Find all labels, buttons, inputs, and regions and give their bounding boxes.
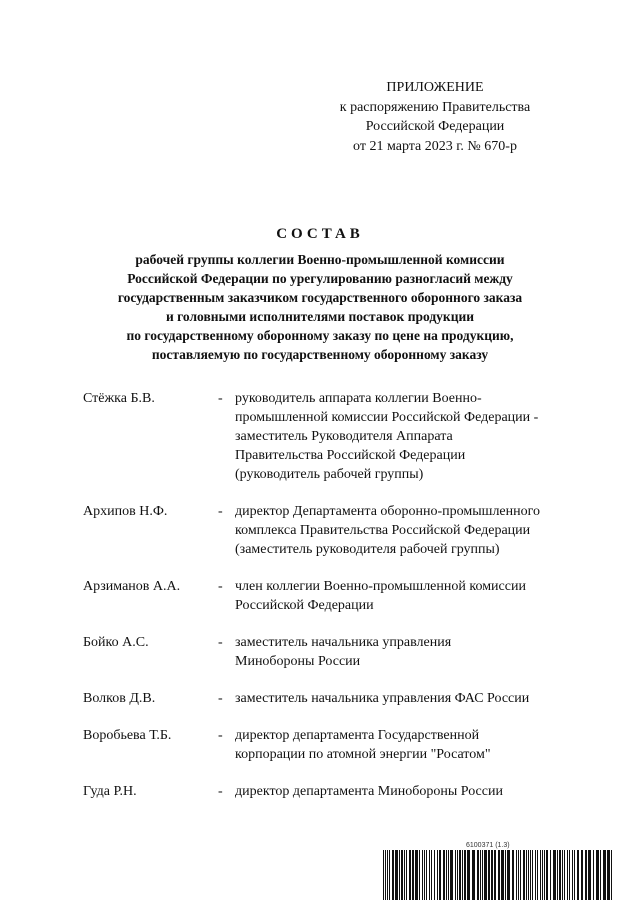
barcode-bar — [567, 850, 568, 900]
barcode-bar — [409, 850, 411, 900]
member-name: Волков Д.В. — [83, 691, 156, 706]
member-row — [0, 633, 640, 671]
member-role-line: директор Департамента оборонно-промышленного — [235, 504, 541, 519]
barcode-bar — [389, 850, 390, 900]
member-role — [235, 577, 595, 615]
barcode-bar — [498, 850, 500, 900]
appendix-government: Российской Федерации — [365, 119, 505, 134]
barcode-bar — [437, 850, 438, 900]
barcode-code: 6100371 (1.3) — [466, 842, 510, 849]
barcode-bar — [415, 850, 418, 900]
barcode-bar — [395, 850, 398, 900]
member-role-line: заместитель Руководителя Аппарата — [235, 429, 453, 444]
barcode-bar — [446, 850, 447, 900]
member-dash: - — [218, 728, 223, 743]
barcode-bar — [429, 850, 430, 900]
barcode-bar — [540, 850, 541, 900]
barcode-bar — [542, 850, 543, 900]
member-name: Гуда Р.Н. — [83, 784, 137, 799]
member-dash: - — [218, 504, 223, 519]
barcode-bar — [505, 850, 506, 900]
member-role-line: заместитель начальника управления — [235, 635, 452, 650]
member-role-line: директор департамента Государственной — [235, 728, 480, 743]
barcode-bar — [472, 850, 475, 900]
barcode-bar — [383, 850, 384, 900]
member-dash: - — [218, 784, 223, 799]
barcode-bar — [544, 850, 545, 900]
appendix-label: ПРИЛОЖЕНИЕ — [386, 80, 484, 95]
appendix-header — [330, 78, 540, 156]
barcode-bar — [528, 850, 529, 900]
barcode-bar — [600, 850, 601, 900]
barcode-bar — [607, 850, 610, 900]
member-row — [0, 689, 640, 708]
barcode-bar — [424, 850, 425, 900]
member-role — [235, 782, 595, 801]
barcode-bar — [501, 850, 504, 900]
barcode-bar — [401, 850, 403, 900]
barcode-bar — [520, 850, 521, 900]
barcode-bar — [569, 850, 570, 900]
barcode-bar — [412, 850, 414, 900]
barcode-bar — [385, 850, 386, 900]
barcode-bar — [532, 850, 533, 900]
barcode-bar — [585, 850, 587, 900]
member-role-line: (руководитель рабочей группы) — [235, 467, 424, 482]
barcode-bar — [448, 850, 449, 900]
barcode-bar — [439, 850, 441, 900]
barcode-bar — [535, 850, 536, 900]
barcode-bar — [450, 850, 453, 900]
barcode-bar — [512, 850, 514, 900]
member-name: Воробьева Т.Б. — [83, 728, 172, 743]
member-role — [235, 502, 595, 559]
member-role-line: руководитель аппарата коллегии Военно- — [235, 391, 482, 406]
document-subtitle — [40, 250, 600, 364]
appendix-date-number: от 21 марта 2023 г. № 670-р — [353, 138, 517, 154]
barcode-bar — [507, 850, 510, 900]
barcode-bar — [488, 850, 490, 900]
barcode-bar — [482, 850, 483, 900]
member-role-line: Минобороны России — [235, 654, 361, 669]
barcode-bar — [526, 850, 527, 900]
subtitle-line: поставляемую по государственному оборонному заказу — [151, 347, 489, 362]
barcode-bar — [546, 850, 548, 900]
barcode-bar — [494, 850, 496, 900]
barcode-bar — [530, 850, 531, 900]
member-role-line: комплекса Правительства Российской Федерации — [235, 523, 531, 538]
member-role-line: (заместитель руководителя рабочей группы) — [235, 542, 500, 557]
barcode-bar — [434, 850, 435, 900]
barcode-bar — [518, 850, 519, 900]
barcode-bar — [603, 850, 606, 900]
barcode-bar — [596, 850, 599, 900]
barcode-bar — [387, 850, 388, 900]
barcode-bar — [523, 850, 525, 900]
member-dash: - — [218, 635, 223, 650]
member-name: Бойко А.С. — [83, 635, 149, 650]
subtitle-line: по государственному оборонному заказу по цене на продукцию, — [126, 328, 514, 343]
member-row — [0, 782, 640, 801]
barcode-bar — [559, 850, 561, 900]
member-role — [235, 633, 595, 671]
barcode-bar — [462, 850, 463, 900]
member-role-line: Правительства Российской Федерации — [235, 448, 466, 463]
barcode-bar — [484, 850, 487, 900]
member-dash: - — [218, 579, 223, 594]
barcode-bar — [404, 850, 405, 900]
member-role-line: промышленной комиссии Российской Федерации - — [235, 410, 539, 425]
barcode-bar — [406, 850, 407, 900]
barcode-bar — [537, 850, 538, 900]
barcode-bar — [588, 850, 591, 900]
barcode-bar — [443, 850, 445, 900]
barcode-bar — [611, 850, 612, 900]
member-role — [235, 689, 595, 708]
appendix-reference: к распоряжению Правительства — [339, 99, 531, 115]
member-dash: - — [218, 391, 223, 406]
subtitle-line: Российской Федерации по урегулированию разногласий между — [127, 271, 513, 286]
barcode-bar — [491, 850, 493, 900]
barcode-bar — [419, 850, 420, 900]
subtitle-line: и головными исполнителями поставок продукции — [165, 309, 475, 324]
member-row — [0, 502, 640, 559]
member-role — [235, 389, 595, 484]
member-name: Арзиманов А.А. — [83, 579, 181, 594]
barcode-bar — [557, 850, 558, 900]
barcode-bar — [455, 850, 456, 900]
document-title: СОСТАВ — [276, 226, 364, 242]
barcode-bar — [464, 850, 466, 900]
barcode-bar — [426, 850, 427, 900]
subtitle-line: рабочей группы коллегии Военно-промышленной комиссии — [135, 252, 505, 267]
subtitle-line: государственным заказчиком государственного оборонного заказа — [117, 290, 523, 305]
barcode-bar — [550, 850, 551, 900]
member-name: Архипов Н.Ф. — [83, 504, 168, 519]
member-row — [0, 726, 640, 764]
member-row — [0, 389, 640, 484]
member-name: Стёжка Б.В. — [83, 391, 155, 406]
barcode-bar — [392, 850, 394, 900]
barcode-bar — [577, 850, 579, 900]
member-dash: - — [218, 691, 223, 706]
barcode-bar — [457, 850, 458, 900]
barcode-bar — [562, 850, 563, 900]
barcode-bar — [581, 850, 583, 900]
member-role-line: Российской Федерации — [235, 598, 374, 613]
member-role-line: заместитель начальника управления ФАС России — [235, 691, 530, 706]
barcode-bar — [422, 850, 423, 900]
barcode-bar — [399, 850, 400, 900]
barcode-bar — [593, 850, 594, 900]
member-role-line: член коллегии Военно-промышленной комиссии — [235, 579, 526, 594]
barcode-bar — [477, 850, 479, 900]
barcode-bar — [572, 850, 573, 900]
barcode-bar — [553, 850, 556, 900]
barcode — [383, 850, 615, 900]
member-role-line: директор департамента Минобороны России — [235, 784, 503, 799]
members-list — [0, 389, 640, 819]
member-role-line: корпорации по атомной энергии "Росатом" — [235, 747, 491, 762]
barcode-bar — [516, 850, 517, 900]
member-role — [235, 726, 595, 764]
barcode-bar — [480, 850, 481, 900]
member-row — [0, 577, 640, 615]
barcode-bar — [467, 850, 470, 900]
barcode-bar — [564, 850, 565, 900]
barcode-bar — [574, 850, 575, 900]
barcode-bar — [459, 850, 461, 900]
barcode-bar — [431, 850, 432, 900]
